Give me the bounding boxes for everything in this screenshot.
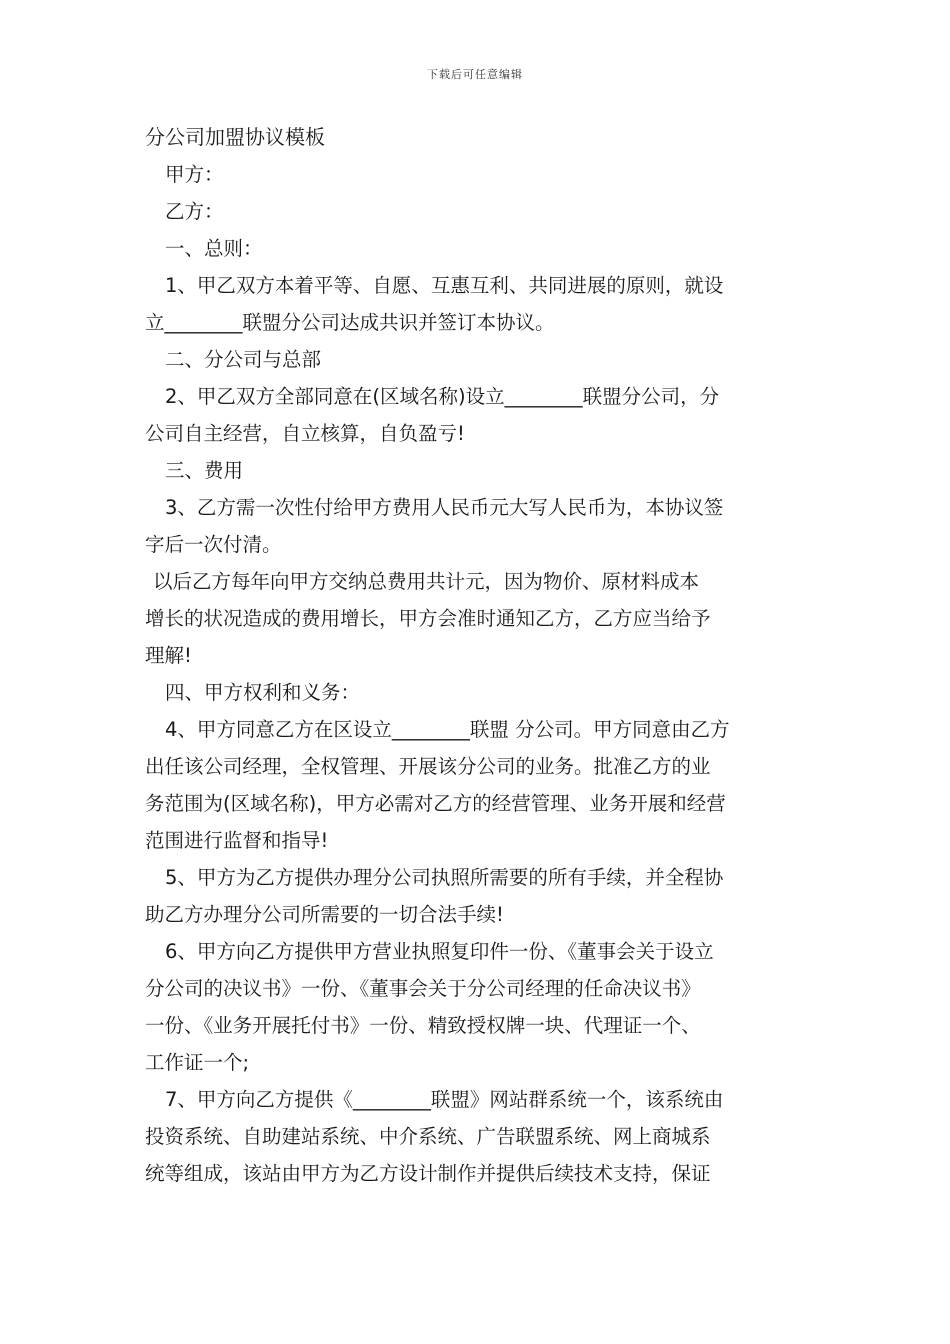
- document-line: 统等组成，该站由甲方为乙方设计制作并提供后续技术支持，保证: [145, 1162, 711, 1185]
- document-line: 以后乙方每年向甲方交纳总费用共计元，因为物价、原材料成本: [153, 570, 700, 593]
- document-line: 立________联盟分公司达成共识并签订本协议。: [145, 311, 555, 334]
- document-line: 2、甲乙双方全部同意在(区域名称)设立________联盟分公司，分: [165, 385, 720, 408]
- document-line: 助乙方办理分公司所需要的一切合法手续!: [145, 903, 504, 926]
- document-line: 1、甲乙双方本着平等、自愿、互惠互利、共同进展的原则，就设: [165, 274, 724, 297]
- document-body: [145, 119, 807, 1192]
- header-note: 下载后可任意编辑: [427, 68, 523, 81]
- document-line: 四、甲方权利和义务：: [165, 681, 361, 704]
- document-line: 一、总则：: [165, 237, 263, 260]
- document-line: 乙方：: [165, 200, 224, 223]
- document-line: 范围进行监督和指导!: [145, 829, 329, 852]
- document-line: 分公司的决议书》一份、《董事会关于分公司经理的任命决议书》: [145, 977, 701, 1000]
- document-line: 出任该公司经理，全权管理、开展该分公司的业务。批准乙方的业: [145, 755, 711, 778]
- document-title: 分公司加盟协议模板: [145, 125, 325, 149]
- document-line: 理解!: [145, 644, 192, 667]
- document-line: 6、甲方向乙方提供甲方营业执照复印件一份、《董事会关于设立: [165, 940, 714, 963]
- document-line: 投资系统、自助建站系统、中介系统、广告联盟系统、网上商城系: [145, 1125, 711, 1148]
- document-lines: [145, 156, 807, 1192]
- document-line: 4、甲方同意乙方在区设立________联盟 分公司。甲方同意由乙方: [165, 718, 730, 741]
- document-line: 甲方：: [165, 163, 224, 186]
- document-line: 字后一次付清。: [145, 533, 282, 556]
- document-line: 3、乙方需一次性付给甲方费用人民币元大写人民币为，本协议签: [165, 496, 724, 519]
- document-line: 7、甲方向乙方提供《________联盟》网站群系统一个，该系统由: [165, 1088, 724, 1111]
- document-line: 5、甲方为乙方提供办理分公司执照所需要的所有手续，并全程协: [165, 866, 724, 889]
- document-line: 公司自主经营，自立核算，自负盈亏!: [145, 422, 465, 445]
- document-line: 增长的状况造成的费用增长，甲方会准时通知乙方，乙方应当给予: [145, 607, 711, 630]
- document-line: 二、分公司与总部: [165, 348, 322, 371]
- document-line: 工作证一个;: [145, 1051, 250, 1074]
- document-line: 务范围为(区域名称)，甲方必需对乙方的经营管理、业务开展和经营: [145, 792, 726, 815]
- document-line: 一份、《业务开展托付书》一份、精致授权牌一块、代理证一个、: [145, 1014, 701, 1037]
- document-line: 三、费用: [165, 459, 244, 482]
